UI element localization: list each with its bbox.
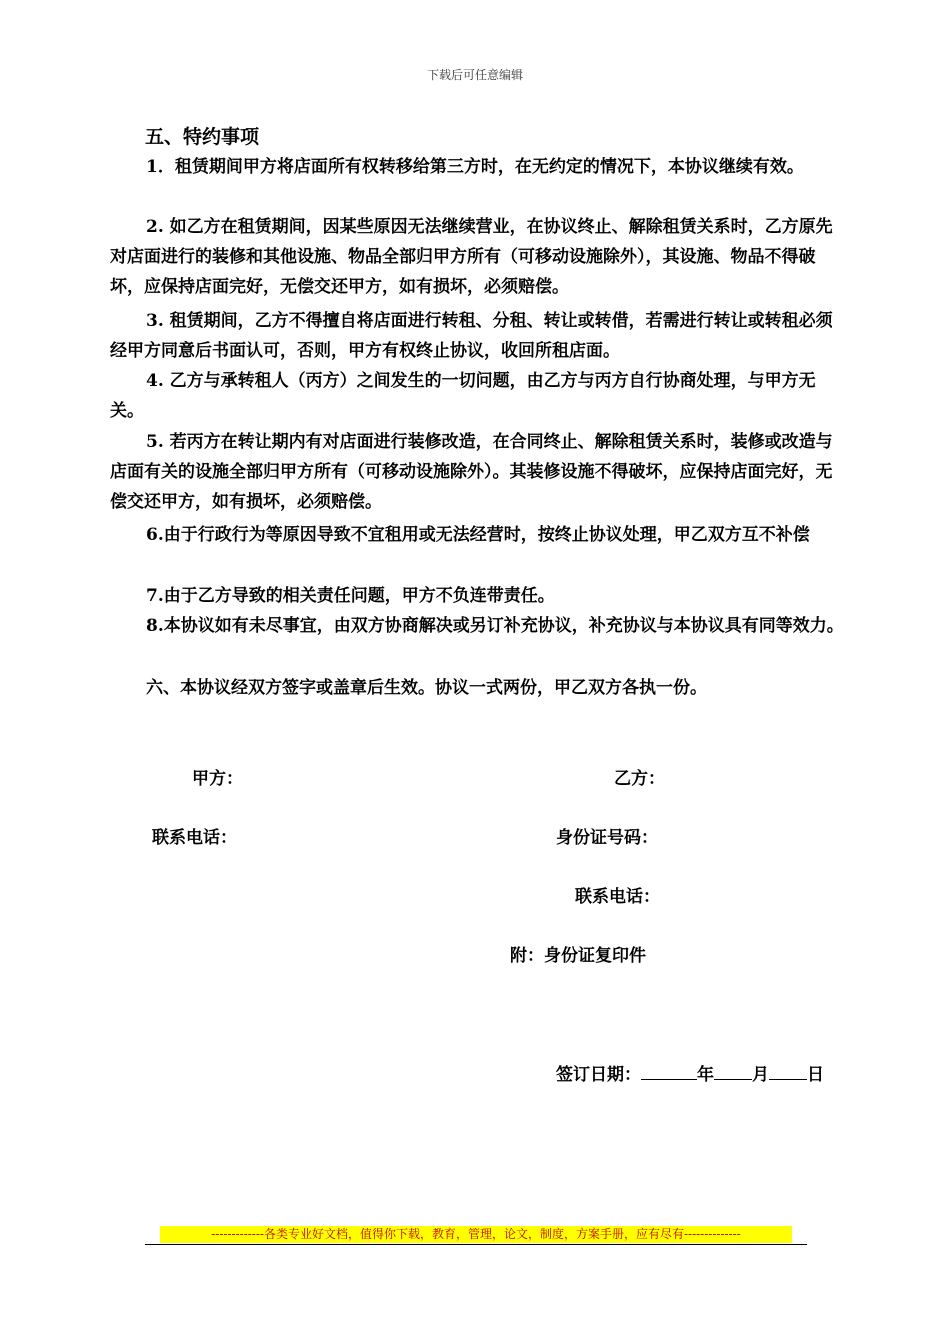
attachment-note: 附：身份证复印件	[510, 946, 646, 966]
year-blank[interactable]	[641, 1065, 697, 1080]
footer-divider	[145, 1244, 807, 1245]
month-blank[interactable]	[714, 1065, 752, 1080]
party-b-phone-label: 联系电话：	[575, 887, 660, 907]
party-a-phone-label: 联系电话：	[152, 828, 237, 848]
footer-banner: -------------各类专业好文档，值得你下载，教育，管理，论文，制度，方案手册，应有尽有--------------	[160, 1226, 792, 1243]
clause-6: 6.由于行政行为等原因导致不宜租用或无法经营时，按终止协议处理，甲乙双方互不补偿	[146, 525, 810, 545]
page-header: 下载后可任意编辑	[426, 68, 523, 82]
day-label: 日	[807, 1065, 824, 1085]
clause-8: 8.本协议如有未尽事宜，由双方协商解决或另订补充协议，补充协议与本协议具有同等效力。	[146, 616, 844, 636]
day-blank[interactable]	[769, 1065, 807, 1080]
party-b-label: 乙方：	[614, 769, 665, 789]
year-label: 年	[697, 1065, 714, 1085]
sign-date	[556, 1060, 824, 1085]
clause-effective: 六、本协议经双方签字或盖章后生效。协议一式两份，甲乙双方各执一份。	[146, 678, 707, 698]
clause-3: 3. 租赁期间，乙方不得擅自将店面进行转租、分租、转让或转借，若需进行转让或转租必须经甲方同意后书面认可，否则，甲方有权终止协议，收回所租店面。	[110, 311, 833, 361]
clause-1: 1．租赁期间甲方将店面所有权转移给第三方时，在无约定的情况下，本协议继续有效。	[146, 157, 804, 177]
section-title: 五、特约事项	[145, 126, 260, 148]
party-b-id-label: 身份证号码：	[556, 828, 658, 848]
sign-date-label: 签订日期：	[556, 1065, 641, 1085]
clause-4: 4. 乙方与承转租人（丙方）之间发生的一切问题，由乙方与丙方自行协商处理，与甲方无关。	[110, 371, 816, 421]
month-label: 月	[752, 1065, 769, 1085]
clause-5: 5. 若丙方在转让期内有对店面进行装修改造，在合同终止、解除租赁关系时，装修或改造与店面有关的设施全部归甲方所有（可移动设施除外）。其装修设施不得破坏，应保持店面完好，无偿交还甲方，如有损坏，必须赔偿。	[110, 432, 833, 512]
clause-7: 7.由于乙方导致的相关责任问题，甲方不负连带责任。	[146, 586, 555, 606]
clause-2: 2. 如乙方在租赁期间，因某些原因无法继续营业，在协议终止、解除租赁关系时，乙方原先对店面进行的装修和其他设施、物品全部归甲方所有（可移动设施除外），其设施、物品不得破坏，应保持店面完好，无偿交还甲方，如有损坏，必须赔偿。	[110, 217, 833, 297]
party-a-label: 甲方：	[192, 769, 243, 789]
